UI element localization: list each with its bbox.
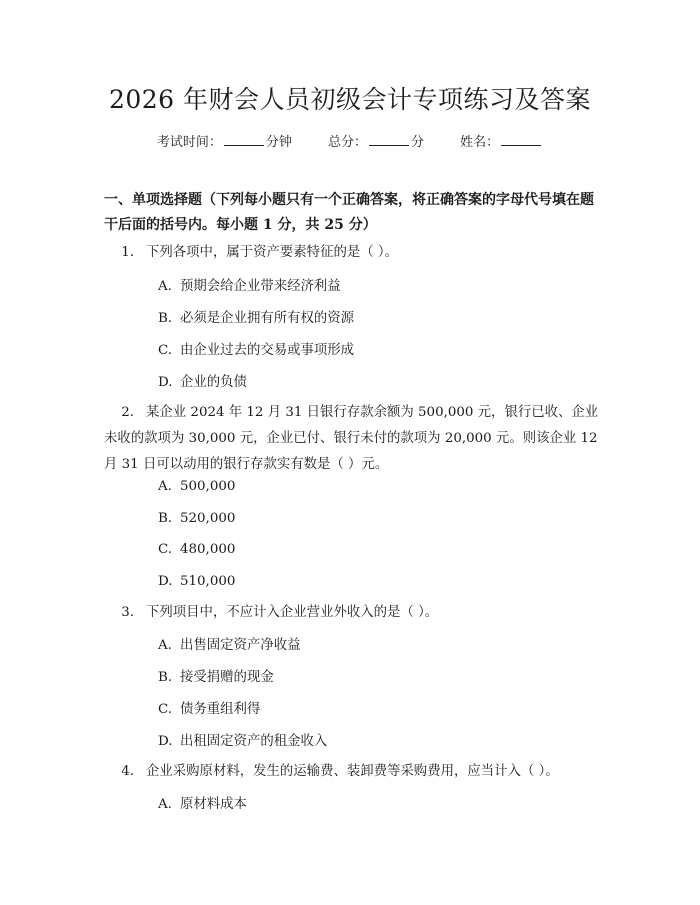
section-heading: 一、单项选择题（下列每小题只有一个正确答案，将正确答案的字母代号填在题干后面的括号内。每小题 1 分，共 25 分）	[104, 192, 594, 233]
option	[158, 341, 354, 361]
question-text: 下列项目中，不应计入企业营业外收入的是（ ）。	[146, 605, 439, 620]
exam-time-unit: 分钟	[265, 135, 292, 150]
exam-time-field	[157, 131, 292, 150]
option-letter: C.	[158, 542, 173, 557]
option-letter: C.	[158, 702, 173, 717]
option-text: 510,000	[180, 574, 236, 589]
name-label: 姓名：	[460, 135, 500, 150]
option-text: 出售固定资产净收益	[180, 638, 301, 653]
option	[158, 636, 301, 656]
option	[158, 668, 274, 688]
option-letter: D.	[158, 375, 173, 390]
exam-time-label: 考试时间：	[156, 135, 222, 150]
total-score-label: 总分：	[327, 135, 367, 150]
name-blank	[501, 131, 541, 146]
option-text: 500,000	[180, 479, 236, 494]
question-text: 企业采购原材料，发生的运输费、装卸费等采购费用，应当计入（ ）。	[146, 764, 559, 779]
option	[158, 732, 327, 752]
exam-meta-line	[0, 131, 700, 150]
question-number: 1.	[121, 245, 134, 260]
option-letter: D.	[158, 734, 173, 749]
question-text: 某企业 2024 年 12 月 31 日银行存款余额为 500,000 元，银行已收、企业未收的款项为 30,000 元，企业已付、银行未付的款项为 20,000 元。则该企业 12 月 31 日可以动用的银行存款实有数是（ ）元。	[104, 405, 599, 472]
option-letter: B.	[158, 511, 173, 526]
question-number: 2.	[121, 405, 134, 420]
option-text: 出租固定资产的租金收入	[180, 734, 328, 749]
option	[158, 277, 341, 297]
question-stem	[104, 759, 600, 785]
option	[158, 572, 235, 592]
option-text: 480,000	[180, 542, 236, 557]
question-number: 3.	[121, 605, 134, 620]
question-stem	[104, 240, 600, 266]
question-stem	[104, 600, 600, 626]
option-text: 企业的负债	[180, 375, 247, 390]
option-text: 由企业过去的交易或事项形成	[180, 343, 355, 358]
option	[158, 373, 247, 393]
name-field	[460, 131, 543, 150]
question-number: 4.	[121, 764, 134, 779]
option	[158, 540, 235, 560]
document-title: 2026 年财会人员初级会计专项练习及答案	[108, 85, 592, 114]
option-text: 债务重组利得	[180, 702, 261, 717]
option-letter: A.	[158, 279, 172, 294]
option	[158, 477, 235, 497]
option	[158, 309, 354, 329]
exam-time-blank	[224, 131, 264, 146]
question-stem	[104, 400, 600, 478]
option	[158, 795, 247, 815]
total-score-field	[328, 131, 424, 150]
option-letter: B.	[158, 311, 173, 326]
option-letter: A.	[158, 479, 172, 494]
option-text: 必须是企业拥有所有权的资源	[180, 311, 355, 326]
option-letter: C.	[158, 343, 173, 358]
option-text: 520,000	[180, 511, 236, 526]
option-text: 接受捐赠的现金	[180, 670, 274, 685]
option-letter: A.	[158, 638, 172, 653]
option-letter: D.	[158, 574, 173, 589]
option-letter: B.	[158, 670, 173, 685]
option-letter: A.	[158, 797, 172, 812]
option-text: 预期会给企业带来经济利益	[180, 279, 341, 294]
total-score-unit: 分	[411, 135, 425, 150]
question-text: 下列各项中，属于资产要素特征的是（ ）。	[146, 245, 398, 260]
option-text: 原材料成本	[180, 797, 247, 812]
total-score-blank	[369, 131, 409, 146]
option	[158, 509, 235, 529]
option	[158, 700, 260, 720]
